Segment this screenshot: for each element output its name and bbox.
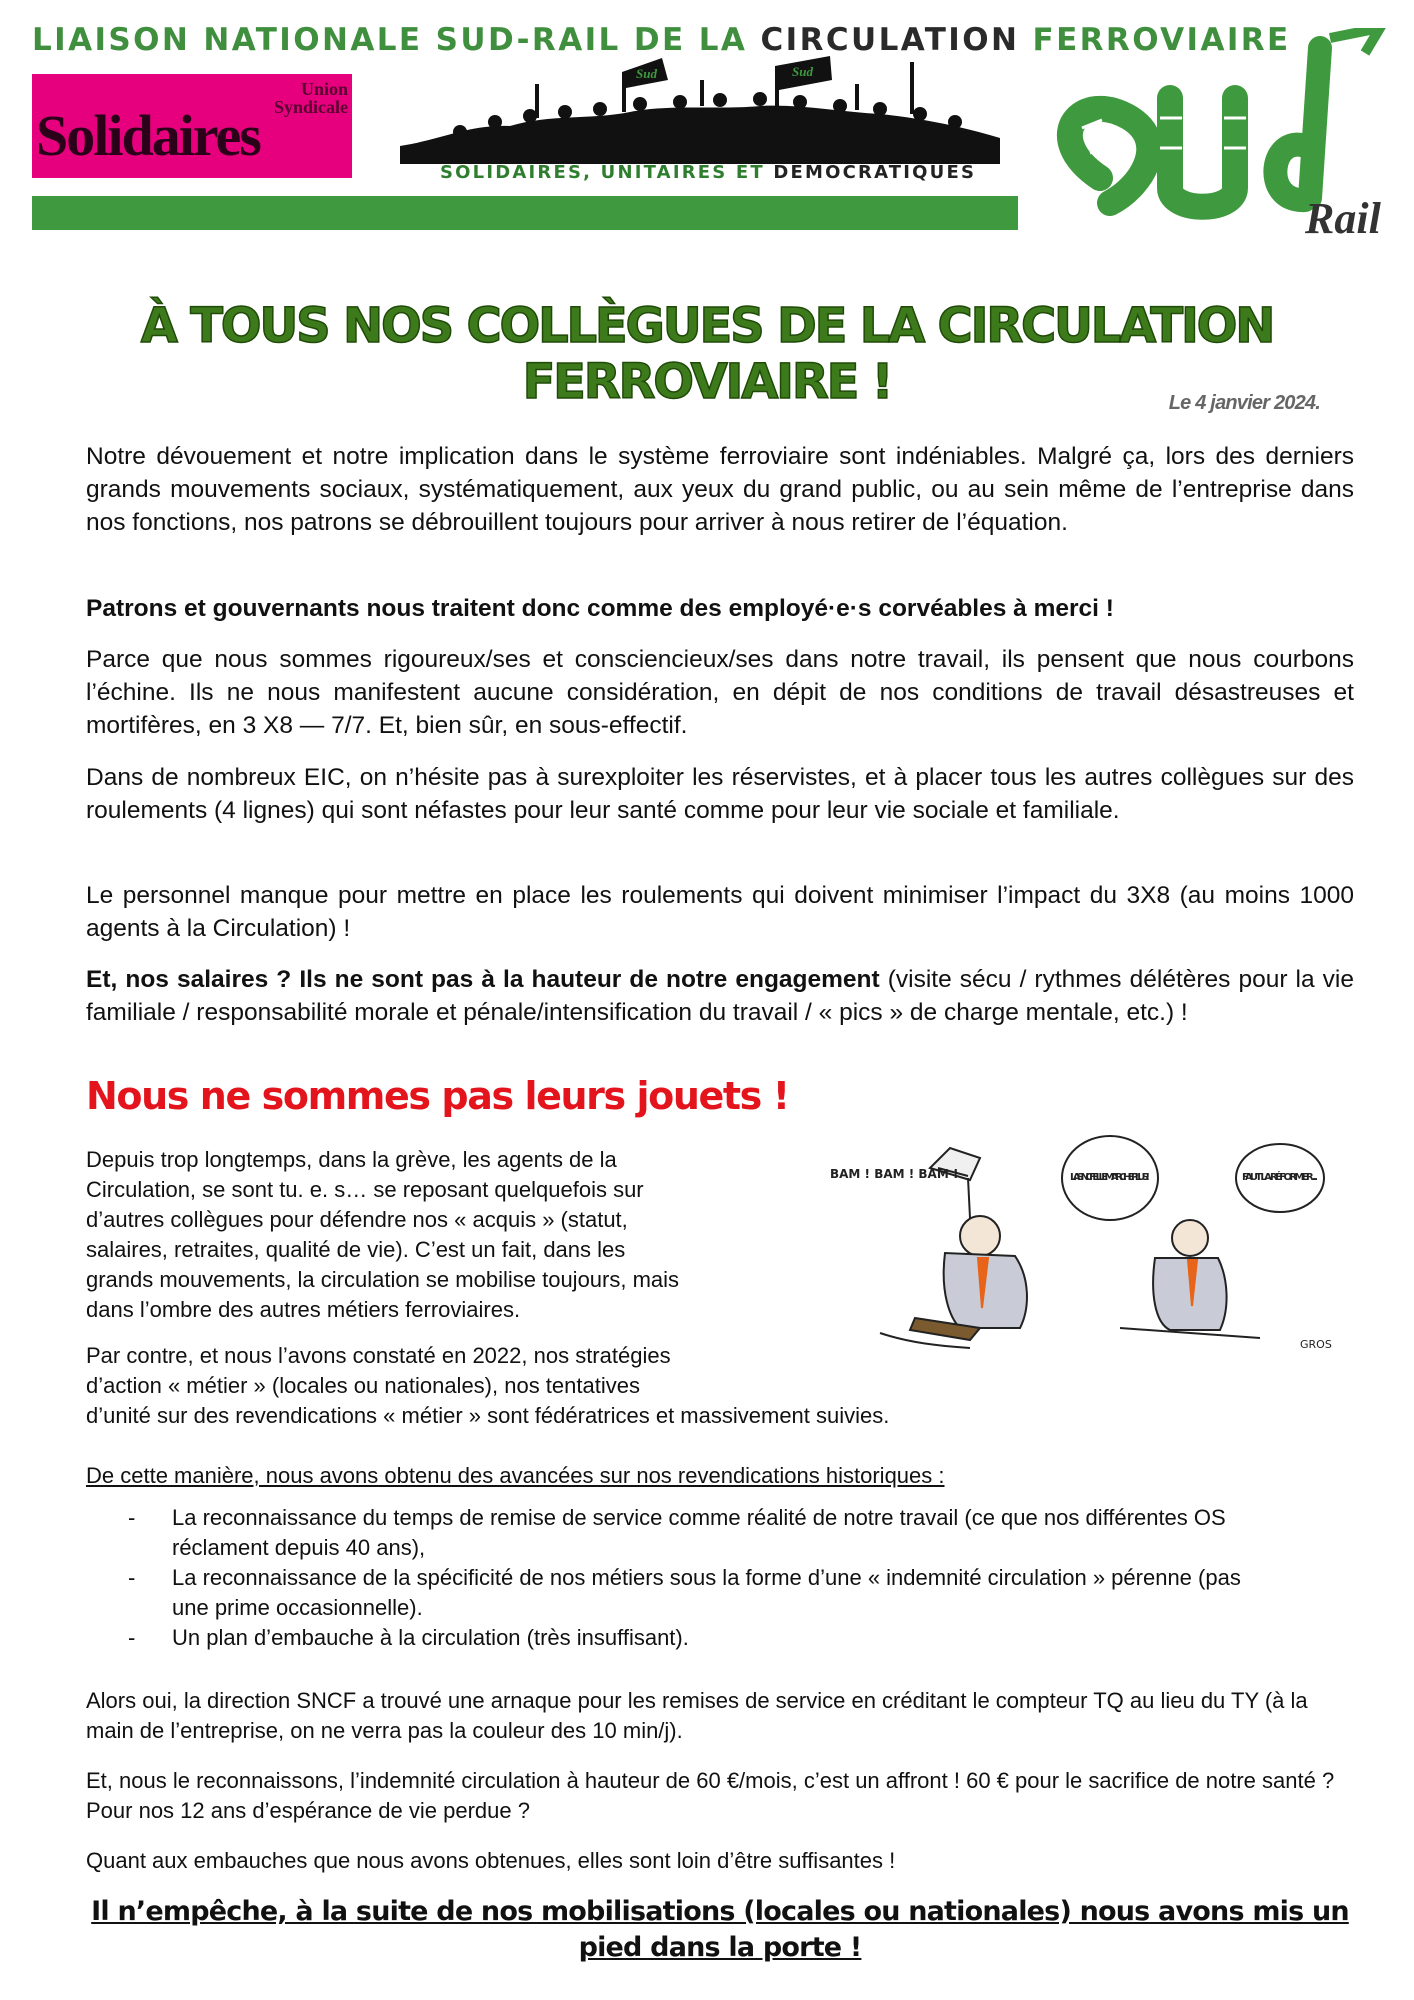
paragraph-8-line: d’action « métier » (locales ou nationales), nos tentatives (86, 1373, 640, 1398)
paragraph-7-line: Depuis trop longtemps, dans la grève, les agents de la (86, 1147, 617, 1172)
cartoon-illustration (820, 1118, 1340, 1358)
cartoon-bubble-reformer: FAUT LA RÉFORMER ... (1242, 1172, 1318, 1183)
list-item-text: Un plan d’embauche à la circulation (très insuffisant). (172, 1625, 689, 1650)
paragraph-12: Quant aux embauches que nous avons obtenues, elles sont loin d’être suffisantes ! (86, 1848, 896, 1873)
paragraph-8-line: d’unité sur des revendications « métier » sont fédératrices et massivement suivies. (86, 1403, 890, 1428)
flag-label-right: Sud (792, 64, 813, 79)
paragraph-7-line: d’autres collègues pour défendre nos « acquis » (statut, (86, 1207, 628, 1232)
section-heading: Nous ne sommes pas leurs jouets ! (86, 1074, 789, 1118)
header-green-bar (32, 196, 1018, 230)
paragraph-7-line: grands mouvements, la circulation se mobilise toujours, mais (86, 1267, 680, 1292)
paragraph-7-line: dans l’ombre des autres métiers ferroviaires. (86, 1297, 521, 1322)
document-date: Le 4 janvier 2024. (1168, 392, 1320, 414)
list-item-text: La reconnaissance du temps de remise de service comme réalité de notre travail (ce que nos différentes OS réclament depuis 40 ans), (172, 1505, 1226, 1560)
crowd-silhouette-icon (400, 54, 1000, 164)
paragraph-7-line: Circulation, se sont tu. e. s… se reposant quelquefois sur (86, 1177, 644, 1202)
list-item (120, 1623, 1280, 1653)
header-title: LIAISON NATIONALE SUD-RAIL DE LA CIRCULATION FERROVIAIRE (32, 22, 1291, 58)
paragraph-8 (86, 1341, 889, 1431)
paragraph-9-underlined: De cette manière, nous avons obtenu des avancées sur nos revendications historiques : (86, 1463, 945, 1488)
solidaires-subtitle: Union Syndicale (273, 79, 348, 117)
cartoon-bubble-sncf: LA SNCF ELLE MARCHE PLUS ! (1070, 1172, 1150, 1183)
paragraph-5: Le personnel manque pour mettre en place les roulements qui doivent minimiser l’impact du 3X8 (au moins 1000 agents à la Circulation) ! (86, 882, 1354, 942)
paragraph-2-bold: Patrons et gouvernants nous traitent donc comme des employé·e·s corvéables à merci ! (86, 595, 1114, 622)
paragraph-4: Dans de nombreux EIC, on n’hésite pas à surexploiter les réservistes, et à placer tous les autres collègues sur des roulements (4 lignes) qui sont néfastes pour leur santé comme pour leur vie sociale et familiale. (86, 764, 1354, 824)
paragraph-7-line: salaires, retraites, qualité de vie). C’est un fait, dans les (86, 1237, 626, 1262)
list-item (120, 1563, 1280, 1623)
sud-rail-logo-icon (1020, 28, 1400, 238)
closing-statement: Il n’empêche, à la suite de nos mobilisations (locales ou nationales) nous avons mis un pied dans la porte ! (91, 1896, 1349, 1963)
paragraph-8-line: Par contre, et nous l’avons constaté en 2022, nos stratégies (86, 1343, 671, 1368)
paragraph-6 (86, 963, 1354, 1029)
paragraph-6-rest: (visite sécu / rythmes délétères pour la vie familiale / responsabilité morale et pénale/intensification du travail / « pics » de charge mentale, etc.) ! (86, 966, 1354, 1026)
page-title: À TOUS NOS COLLÈGUES DE LA CIRCULATION FERROVIAIRE ! (140, 298, 1274, 410)
list-dash: - (128, 1565, 136, 1590)
paragraph-7 (86, 1145, 679, 1325)
achievements-list (120, 1503, 1280, 1653)
paragraph-6-bold: Et, nos salaires ? Ils ne sont pas à la hauteur de notre engagement (86, 966, 880, 993)
logo-rail-label: Rail (1305, 194, 1381, 238)
flag-label-left: Sud (636, 66, 657, 81)
paragraph-1: Notre dévouement et notre implication dans le système ferroviaire sont indéniables. Malgré ça, lors des derniers grands mouvements sociaux, systématiquement, aux yeux du grand public, ou au sein même de l’entreprise dans nos fonctions, nos patrons se débrouillent toujours pour arriver à nous retirer de l’équation. (86, 443, 1354, 536)
list-dash: - (128, 1505, 136, 1530)
header-slogan: SOLIDAIRES, UNITAIRES ET DEMOCRATIQUES (440, 162, 977, 183)
solidaires-wordmark: Solidaires (36, 103, 260, 168)
cartoon-signature: GROS (1300, 1338, 1332, 1351)
list-dash: - (128, 1625, 136, 1650)
cartoon-bubble-bam: BAM ! BAM ! BAM ! (830, 1167, 959, 1181)
paragraph-3: Parce que nous sommes rigoureux/ses et consciencieux/ses dans notre travail, ils pensent que nous courbons l’échine. Ils ne nous manifestent aucune considération, en dépit de nos conditions de travail désastreuses et mortifères, en 3 X8 — 7/7. Et, bien sûr, en sous-effectif. (86, 646, 1354, 739)
list-item (120, 1503, 1280, 1563)
list-item-text: La reconnaissance de la spécificité de nos métiers sous la forme d’une « indemnité circulation » pérenne (pas une prime occasionnelle). (172, 1565, 1241, 1620)
paragraph-10: Alors oui, la direction SNCF a trouvé une arnaque pour les remises de service en créditant le compteur TQ au lieu du TY (à la main de l’entreprise, on ne verra pas la couleur des 10 min/j). (86, 1688, 1308, 1743)
paragraph-11: Et, nous le reconnaissons, l’indemnité circulation à hauteur de 60 €/mois, c’est un affront ! 60 € pour le sacrifice de notre santé ? Pour nos 12 ans d’espérance de vie perdue ? (86, 1768, 1335, 1823)
